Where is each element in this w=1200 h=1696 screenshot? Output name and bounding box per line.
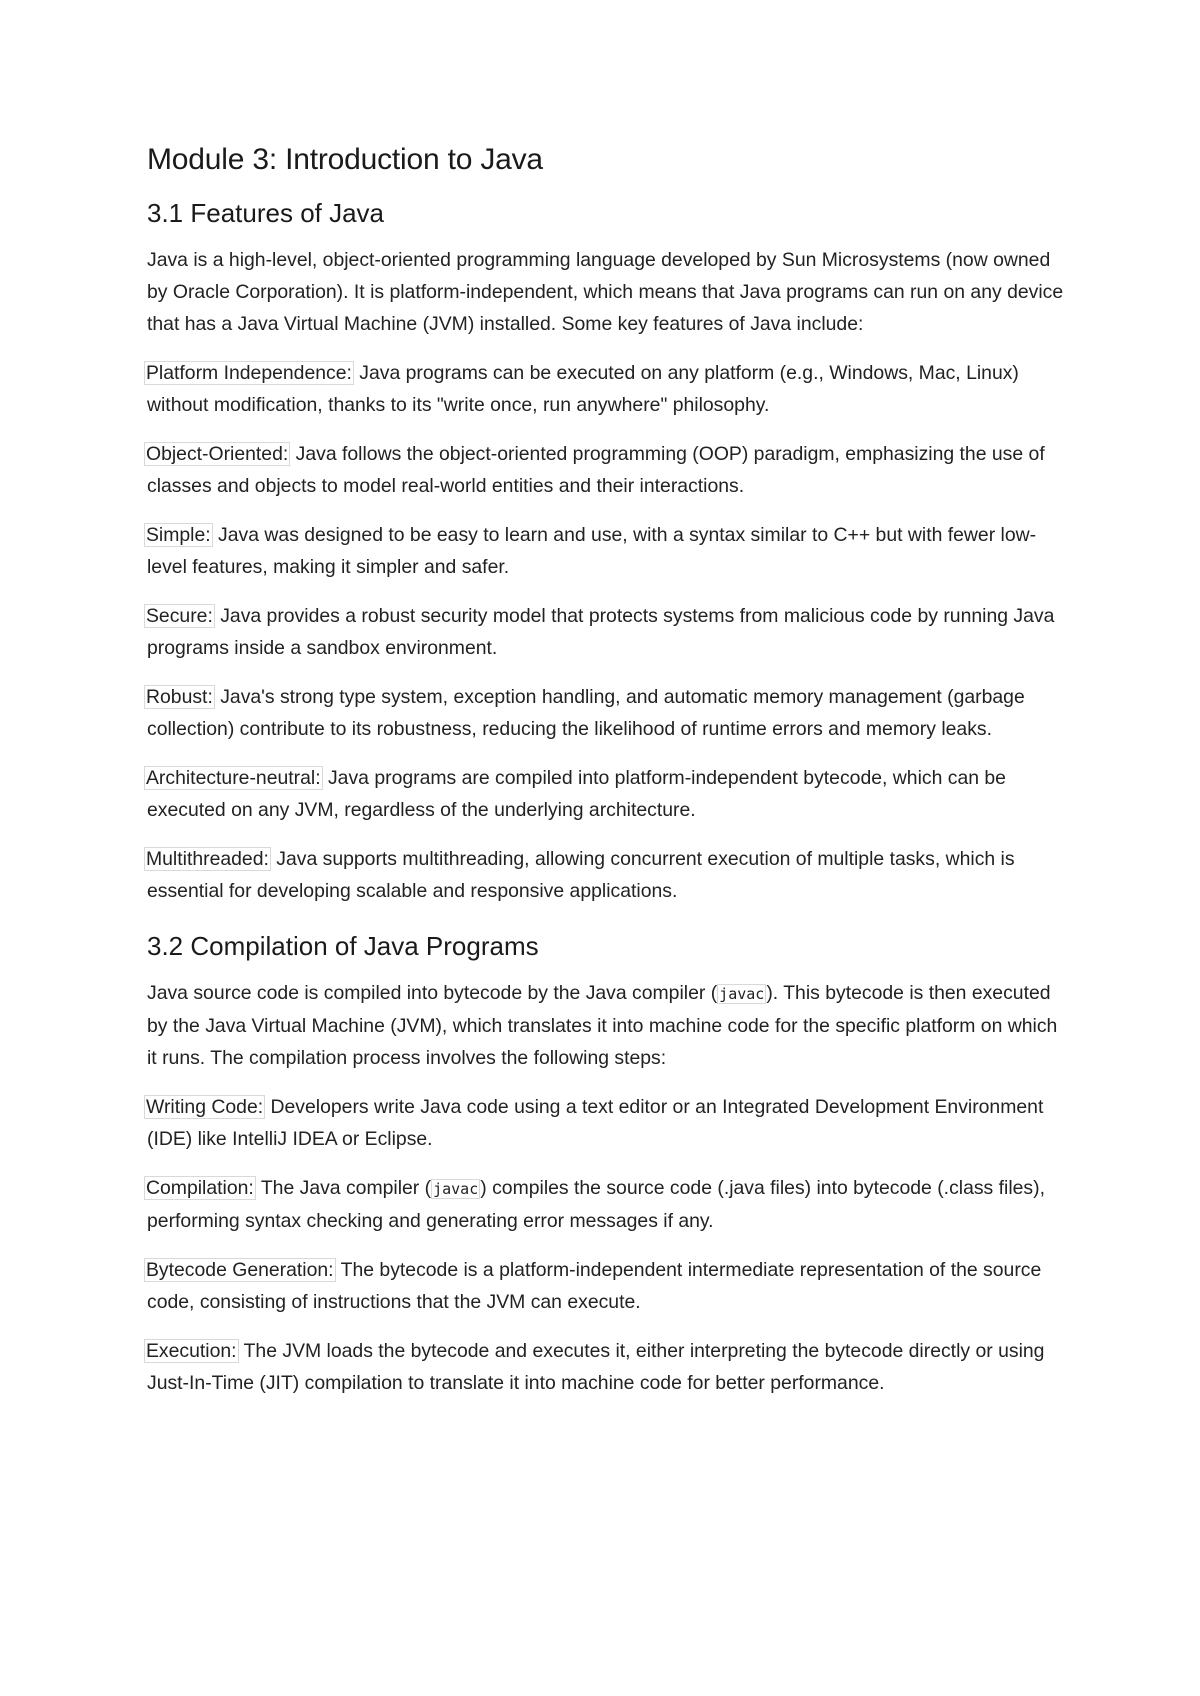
step-item [147,1254,1067,1318]
step-item [147,1091,1067,1155]
section-heading-compilation: 3.2 Compilation of Java Programs [147,931,539,961]
feature-term: Robust: [146,686,213,708]
feature-text: Java provides a robust security model that protects systems from malicious code by running Java programs inside a sandbox environment. [147,605,1055,659]
feature-text: Java was designed to be easy to learn and use, with a syntax similar to C++ but with fewer low-level features, making it simpler and safer. [147,524,1037,578]
feature-item [147,600,1067,664]
feature-item [147,762,1067,826]
step-term: Writing Code: [146,1096,264,1118]
section-heading-features: 3.1 Features of Java [147,198,385,228]
step-term: Compilation: [146,1177,254,1199]
feature-term: Simple: [146,524,211,546]
feature-text: Java programs are compiled into platform-independent bytecode, which can be executed on any JVM, regardless of the underlying architecture. [147,767,1006,821]
step-text: The bytecode is a platform-independent intermediate representation of the source code, consisting of instructions that the JVM can execute. [147,1259,1042,1313]
feature-text: Java's strong type system, exception handling, and automatic memory management (garbage collection) contribute to its robustness, reducing the likelihood of runtime errors and memory leaks. [147,686,1025,740]
page-title: Module 3: Introduction to Java [147,143,543,176]
feature-item [147,519,1067,583]
features-intro: Java is a high-level, object-oriented programming language developed by Sun Microsystems (now owned by Oracle Corporation). It is platform-independent, which means that Java programs can run on any device that has a Java Virtual Machine (JVM) installed. Some key features of Java include: [147,249,1064,335]
step-text: Developers write Java code using a text editor or an Integrated Development Environment (IDE) like IntelliJ IDEA or Eclipse. [147,1096,1044,1150]
step-item [147,1335,1067,1399]
feature-item [147,357,1067,421]
feature-term: Object-Oriented: [146,443,289,465]
feature-text: Java follows the object-oriented programming (OOP) paradigm, emphasizing the use of classes and objects to model real-world entities and their interactions. [147,443,1045,497]
step-text: The JVM loads the bytecode and executes it, either interpreting the bytecode directly or using Just-In-Time (JIT) compilation to translate it into machine code for better performance. [147,1340,1045,1394]
feature-term: Platform Independence: [146,362,352,384]
feature-term: Architecture-neutral: [146,767,321,789]
feature-text: Java supports multithreading, allowing concurrent execution of multiple tasks, which is essential for developing scalable and responsive applications. [147,848,1015,902]
feature-item [147,681,1067,745]
step-text: The Java compiler ( [255,1177,432,1199]
step-term: Bytecode Generation: [146,1259,334,1281]
feature-term: Multithreaded: [146,848,269,870]
feature-term: Secure: [146,605,213,627]
inline-code: javac [433,1180,479,1198]
compilation-intro [147,977,1067,1074]
intro-text: Java source code is compiled into bytecode by the Java compiler ( [147,982,718,1004]
step-text: ) compiles the source code (.java files) into bytecode (.class files), performing syntax checking and generating error messages if any. [147,1177,1045,1232]
step-item [147,1172,1067,1237]
intro-text: ). This bytecode is then executed by the Java Virtual Machine (JVM), which translates it into machine code for the specific platform on which it runs. The compilation process involves the following steps: [147,982,1058,1069]
feature-item [147,438,1067,502]
step-term: Execution: [146,1340,237,1362]
document-page [147,140,1067,1416]
feature-item [147,843,1067,907]
feature-text: Java programs can be executed on any platform (e.g., Windows, Mac, Linux) without modification, thanks to its "write once, run anywhere" philosophy. [147,362,1019,416]
inline-code: javac [719,985,765,1003]
